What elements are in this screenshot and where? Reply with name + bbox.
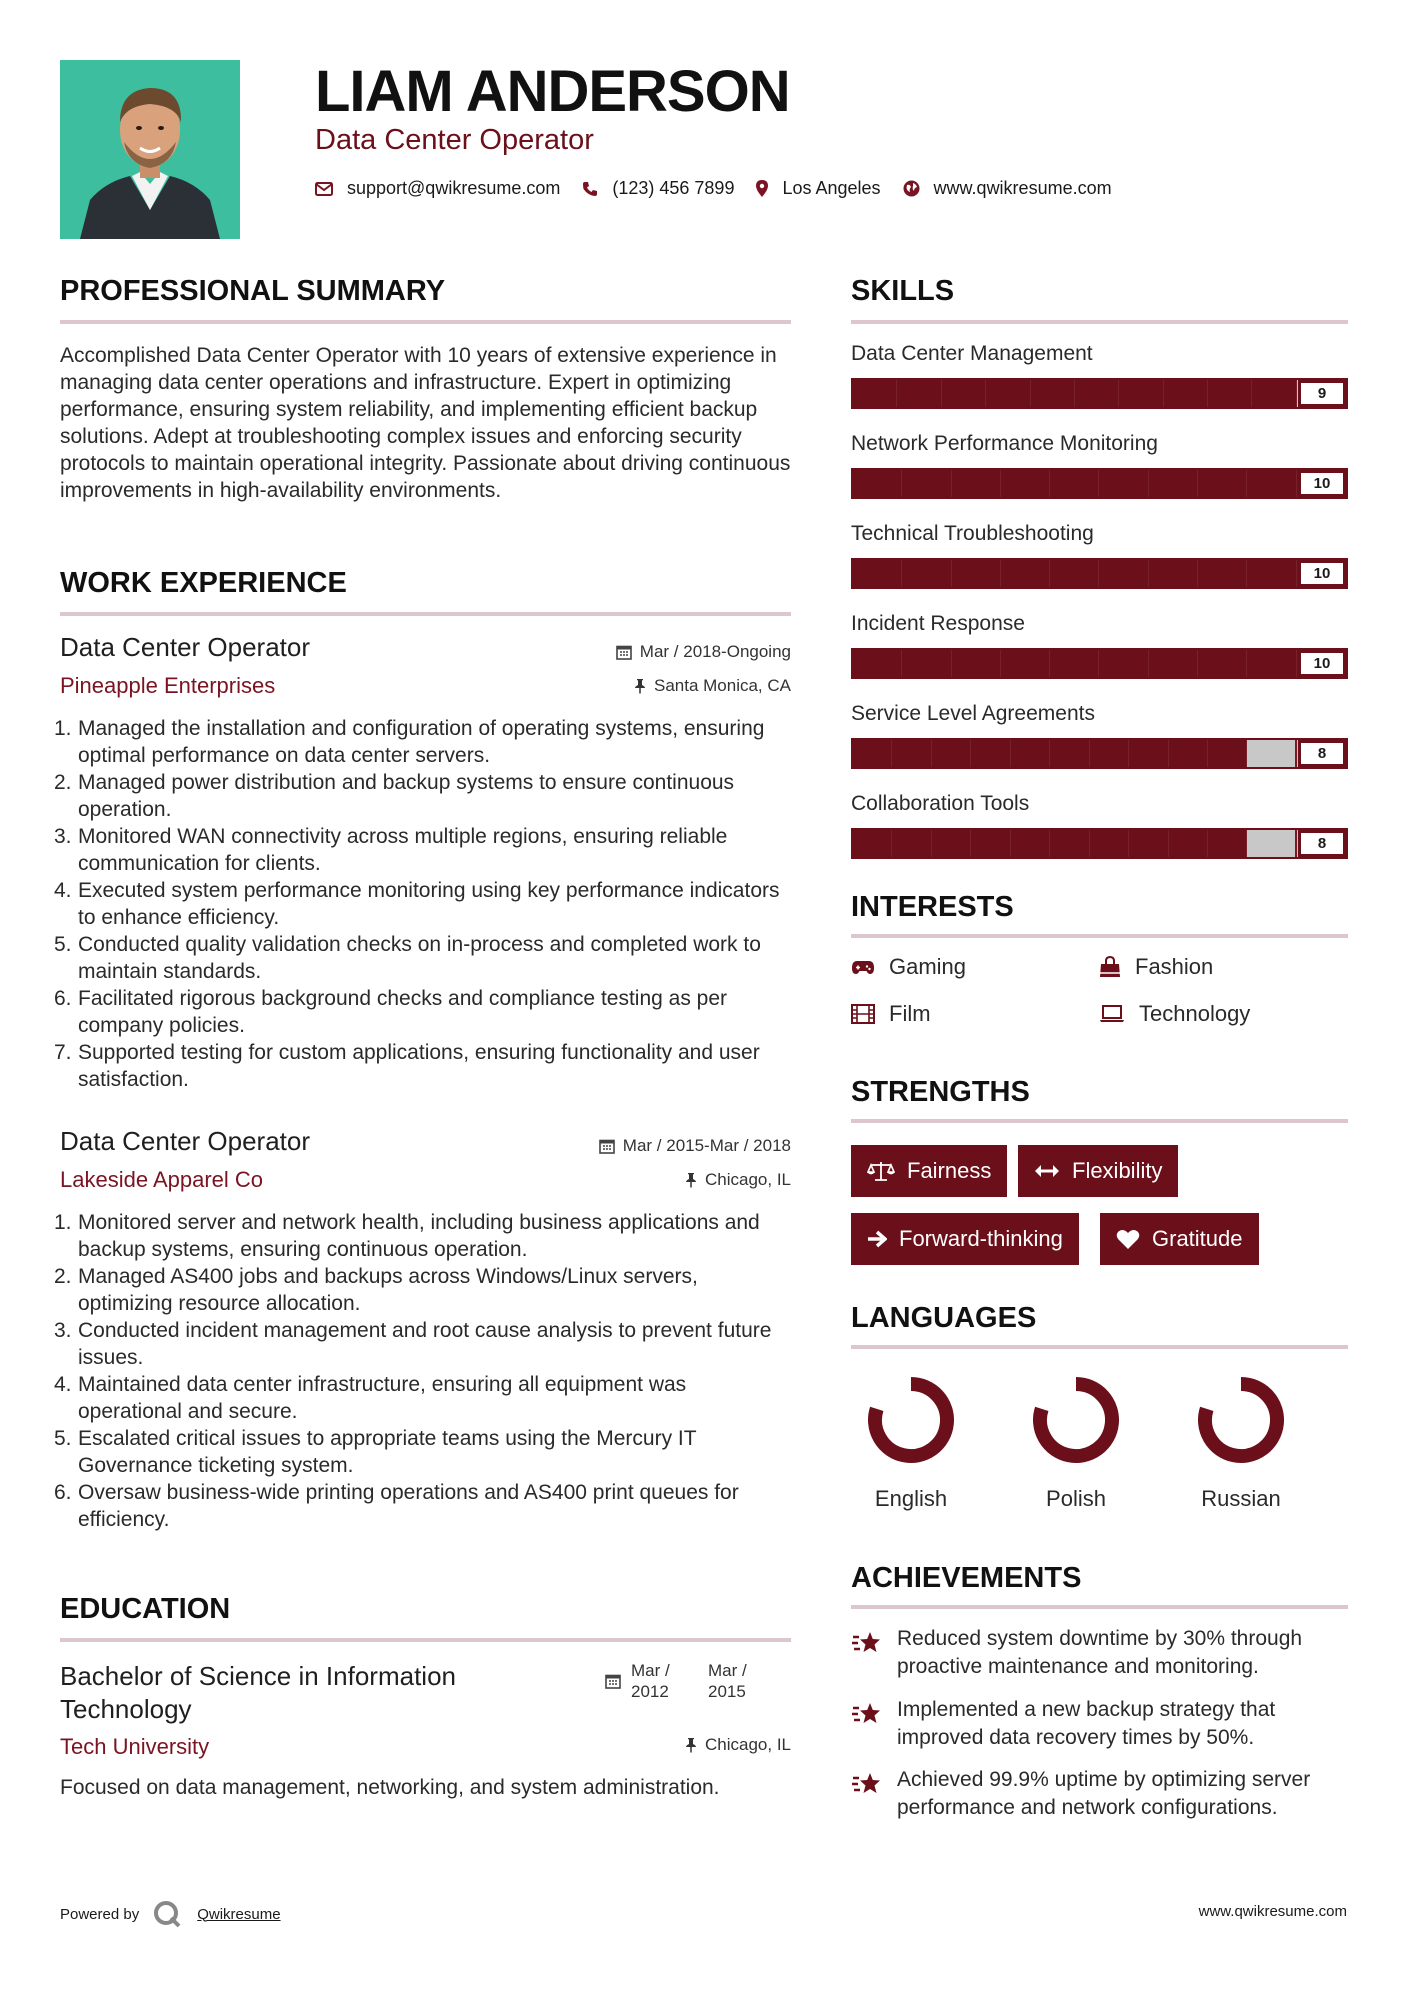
summary-divider — [60, 320, 791, 324]
job-bullet: 2. Managed power distribution and backup systems to ensure continuous operation. — [54, 771, 735, 821]
education-entry — [60, 1660, 791, 1801]
achievement-item — [851, 1696, 1348, 1752]
skill-level-bar — [851, 468, 1348, 499]
skill-item — [851, 522, 1348, 589]
job-location-text: Chicago, IL — [705, 1170, 791, 1189]
profile-photo — [60, 60, 240, 239]
interests-heading: INTERESTS — [851, 891, 1014, 923]
education-description: Focused on data management, networking, and system administration. — [60, 1776, 720, 1799]
job-bullet: 4. Maintained data center infrastructure, ensuring all equipment was operational and secure. — [54, 1373, 687, 1423]
contact-phone-text: (123) 456 7899 — [612, 178, 735, 198]
skill-level-fill — [853, 650, 1346, 677]
achievement-text: Reduced system downtime by 30% through proactive maintenance and monitoring. — [897, 1627, 1303, 1678]
candidate-title: Data Center Operator — [315, 124, 594, 156]
education-end-year: 2015 — [708, 1682, 746, 1701]
education-location — [685, 1735, 791, 1755]
star-trophy-icon — [851, 1700, 883, 1728]
language-russian — [1181, 1370, 1301, 1512]
education-end-month: Mar / — [708, 1661, 747, 1680]
heart-icon — [1116, 1229, 1140, 1250]
calendar-icon — [616, 644, 632, 660]
job-bullets — [54, 1209, 791, 1533]
contact-website-text: www.qwikresume.com — [933, 178, 1112, 198]
skill-name: Service Level Agreements — [851, 702, 1095, 725]
job-bullet: 3. Monitored WAN connectivity across multiple regions, ensuring reliable communication for clients. — [54, 825, 728, 875]
interest-gaming — [851, 954, 966, 980]
skill-name: Data Center Management — [851, 342, 1093, 365]
skills-divider — [851, 320, 1348, 324]
laptop-icon — [1099, 1005, 1125, 1023]
language-label: Russian — [1201, 1486, 1281, 1511]
job-company: Pineapple Enterprises — [60, 673, 276, 698]
interest-technology — [1099, 1001, 1250, 1027]
interests-divider — [851, 934, 1348, 938]
job-dates — [616, 642, 791, 662]
job-location — [634, 676, 791, 696]
strength-tag-forward-thinking — [851, 1213, 1079, 1265]
pushpin-icon — [634, 678, 646, 694]
skill-score: 8 — [1298, 740, 1346, 767]
experience-heading: WORK EXPERIENCE — [60, 567, 347, 599]
skill-score: 8 — [1298, 830, 1346, 857]
footer-website[interactable]: www.qwikresume.com — [1198, 1903, 1347, 1920]
calendar-icon — [605, 1673, 621, 1689]
job-bullet: 1. Managed the installation and configuration of operating systems, ensuring optimal performance on data center servers. — [54, 717, 765, 767]
job-bullet: 5. Escalated critical issues to appropriate teams using the Mercury IT Governance ticketing system. — [54, 1427, 697, 1477]
language-english — [851, 1370, 971, 1512]
star-trophy-icon — [851, 1770, 883, 1798]
interest-fashion — [1099, 954, 1213, 980]
achievement-item — [851, 1766, 1348, 1822]
education-end-date — [708, 1660, 747, 1702]
job-title: Data Center Operator — [60, 1126, 311, 1156]
skill-level-bar — [851, 738, 1348, 769]
education-start-year: 2012 — [631, 1682, 669, 1701]
skill-item — [851, 432, 1348, 499]
footer-powered-by — [60, 1900, 281, 1928]
job-bullet: 3. Conducted incident management and root cause analysis to prevent future issues. — [54, 1319, 772, 1369]
language-proficiency-ring — [861, 1370, 961, 1470]
achievement-item — [851, 1625, 1348, 1681]
job-entry — [54, 632, 791, 1093]
achievements-divider — [851, 1605, 1348, 1609]
shopping-bag-icon — [1099, 956, 1121, 978]
skill-item — [851, 792, 1348, 859]
achievements-heading: ACHIEVEMENTS — [851, 1562, 1082, 1594]
qwikresume-logo-icon — [153, 1900, 183, 1928]
calendar-icon — [599, 1138, 615, 1154]
job-dates-text: Mar / 2015-Mar / 2018 — [622, 1136, 791, 1155]
strength-tag-gratitude — [1100, 1213, 1259, 1265]
strength-label: Flexibility — [1072, 1158, 1163, 1183]
skill-score: 10 — [1298, 560, 1346, 587]
strength-label: Forward-thinking — [899, 1226, 1063, 1251]
job-location-text: Santa Monica, CA — [653, 676, 791, 695]
job-title: Data Center Operator — [60, 632, 311, 662]
job-bullet: 6. Oversaw business-wide printing operations and AS400 print queues for efficiency. — [54, 1481, 739, 1531]
strength-label: Gratitude — [1152, 1226, 1243, 1251]
skills-list — [851, 342, 1348, 882]
language-label: Polish — [1046, 1486, 1106, 1511]
language-label: English — [874, 1486, 948, 1511]
experience-divider — [60, 612, 791, 616]
skill-name: Network Performance Monitoring — [851, 432, 1158, 455]
job-dates — [599, 1136, 791, 1156]
interest-label: Fashion — [1135, 954, 1214, 979]
candidate-name: LIAM ANDERSON — [315, 59, 790, 124]
job-entry — [54, 1126, 791, 1533]
contact-email-text: support@qwikresume.com — [347, 178, 561, 198]
envelope-icon — [315, 182, 333, 196]
contact-email[interactable] — [315, 178, 560, 199]
education-school: Tech University — [60, 1734, 210, 1759]
skill-name: Collaboration Tools — [851, 792, 1030, 815]
strength-label: Fairness — [907, 1158, 992, 1183]
skill-score: 10 — [1298, 470, 1346, 497]
pushpin-icon — [685, 1172, 697, 1188]
contact-phone[interactable] — [582, 178, 734, 199]
skill-score: 9 — [1298, 380, 1346, 407]
skill-level-bar — [851, 558, 1348, 589]
strength-tag-fairness — [851, 1145, 1007, 1197]
contact-bar — [315, 178, 1134, 199]
interest-label: Gaming — [889, 954, 967, 979]
interest-film — [851, 1001, 931, 1027]
summary-text: Accomplished Data Center Operator with 10 years of extensive experience in managing data center operations and infrastructure. Expert in optimizing performance, ensuring system reliability, and implementing efficient backup solutions. Adept at troubleshooting complex issues and enforcing security protocols to maintain operational integrity. Passionate about driving continuous improvements in high-availability environments. — [60, 344, 791, 502]
globe-icon — [903, 180, 920, 197]
strengths-divider — [851, 1119, 1348, 1123]
skill-level-bar — [851, 378, 1348, 409]
job-company: Lakeside Apparel Co — [60, 1167, 264, 1192]
skill-item — [851, 612, 1348, 679]
strength-tag-flexibility — [1018, 1145, 1178, 1197]
job-dates-text: Mar / 2018-Ongoing — [639, 642, 791, 661]
skill-level-fill — [853, 560, 1346, 587]
language-polish — [1016, 1370, 1136, 1512]
arrow-right-icon — [867, 1230, 887, 1248]
education-divider — [60, 1638, 791, 1642]
skill-level-bar — [851, 648, 1348, 679]
languages-divider — [851, 1345, 1348, 1349]
achievement-text: Implemented a new backup strategy that improved data recovery times by 50%. — [897, 1698, 1276, 1749]
phone-icon — [582, 181, 598, 197]
skill-level-fill — [853, 830, 1247, 857]
contact-location — [756, 178, 880, 199]
language-proficiency-ring — [1191, 1370, 1291, 1470]
education-degree: Bachelor of Science in Information Technology — [60, 1661, 456, 1724]
job-bullet: 6. Facilitated rigorous background checks and compliance testing as per company policies. — [54, 987, 728, 1037]
skill-level-fill — [853, 740, 1247, 767]
job-bullet: 2. Managed AS400 jobs and backups across Windows/Linux servers, optimizing resource allocation. — [54, 1265, 698, 1315]
job-bullet: 1. Monitored server and network health, including business applications and backup systems, ensuring continuous operation. — [54, 1211, 760, 1261]
powered-by-text: Powered by — [60, 1905, 140, 1923]
skill-level-fill — [853, 470, 1346, 497]
arrows-horizontal-icon — [1034, 1164, 1060, 1178]
interest-label: Film — [889, 1001, 931, 1026]
interest-label: Technology — [1139, 1001, 1251, 1026]
skill-item — [851, 702, 1348, 769]
language-proficiency-ring — [1026, 1370, 1126, 1470]
education-heading: EDUCATION — [60, 1593, 231, 1625]
strengths-heading: STRENGTHS — [851, 1076, 1030, 1108]
skill-name: Incident Response — [851, 612, 1025, 635]
summary-heading: PROFESSIONAL SUMMARY — [60, 275, 446, 307]
education-location-text: Chicago, IL — [705, 1735, 791, 1754]
job-bullet: 5. Conducted quality validation checks on in-process and completed work to maintain standards. — [54, 933, 761, 983]
contact-location-text: Los Angeles — [782, 178, 881, 198]
languages-heading: LANGUAGES — [851, 1302, 1037, 1334]
contact-website[interactable] — [903, 178, 1112, 199]
achievement-text: Achieved 99.9% uptime by optimizing server performance and network configurations. — [897, 1768, 1311, 1819]
education-start-month: Mar / — [631, 1661, 670, 1680]
pushpin-icon — [685, 1737, 697, 1753]
skill-name: Technical Troubleshooting — [851, 522, 1094, 545]
skill-level-bar — [851, 828, 1348, 859]
skill-score: 10 — [1298, 650, 1346, 677]
job-bullet: 7. Supported testing for custom applications, ensuring functionality and user satisfaction. — [54, 1041, 760, 1091]
job-location — [685, 1170, 791, 1190]
job-bullet: 4. Executed system performance monitoring using key performance indicators to enhance efficiency. — [54, 879, 780, 929]
skills-heading: SKILLS — [851, 275, 955, 307]
star-trophy-icon — [851, 1629, 883, 1657]
education-start-date — [631, 1660, 670, 1702]
film-icon — [851, 1004, 875, 1024]
job-bullets — [54, 715, 791, 1093]
balance-scale-icon — [867, 1160, 895, 1182]
skill-level-fill — [853, 380, 1297, 407]
gamepad-icon — [851, 959, 875, 975]
qwikresume-link[interactable]: Qwikresume — [197, 1905, 281, 1923]
map-marker-icon — [756, 180, 768, 197]
skill-item — [851, 342, 1348, 409]
